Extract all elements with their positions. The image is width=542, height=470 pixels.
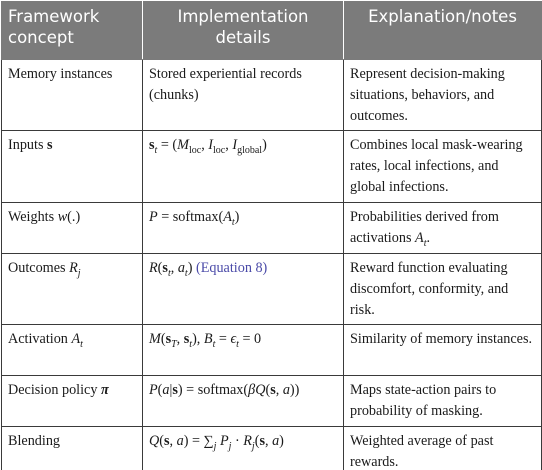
cell-implementation: Q(s, $a) = \sum_j$ $P_j \cdot R_j(s$, a)	[143, 427, 344, 470]
header-framework-concept: Framework concept	[2, 2, 143, 60]
header-implementation-details: Implementation details	[143, 2, 344, 60]
cell-concept: Decision policy π	[2, 376, 143, 427]
cell-notes: Weighted average of past rewards.	[344, 427, 542, 470]
table-row	[2, 254, 542, 325]
cell-concept: Memory instances	[2, 60, 143, 131]
cell-notes: Reward function evaluating discomfort, conformity, and risk.	[344, 254, 542, 325]
cell-concept: Blending	[2, 427, 143, 470]
header-explanation-notes: Explanation/notes	[344, 2, 542, 60]
cell-implementation: $P = softmax(A_t)$	[143, 203, 344, 254]
cell-notes: Probabilities derived from activations $A_t$.	[344, 203, 542, 254]
cell-notes: Combines local mask-wearing rates, local infections, and global infections.	[344, 131, 542, 203]
cell-concept: Activation $A_t$	[2, 325, 143, 376]
table-header-row	[2, 2, 542, 60]
table-row	[2, 325, 542, 376]
cell-implementation: $M(s_T$, $s_t$), $B_t = \epsilon_t = 0$	[143, 325, 344, 376]
table-row	[2, 203, 542, 254]
table-row	[2, 376, 542, 427]
cell-implementation: Stored experiential records (chunks)	[143, 60, 344, 131]
framework-table	[1, 1, 542, 470]
cell-implementation: $s_t = (M_{loc}$, $I_{loc}$, $I_{global}$)	[143, 131, 344, 203]
cell-notes: Maps state-action pairs to probability of masking.	[344, 376, 542, 427]
table-row	[2, 60, 542, 131]
cell-implementation: P(a|s) = softmax(βQ(s, a))	[143, 376, 344, 427]
cell-concept: Inputs s	[2, 131, 143, 203]
cell-implementation: $R(s_t$, $a_t$) (Equation 8)	[143, 254, 344, 325]
equation-link[interactable]: (Equation 8)	[195, 260, 268, 276]
cell-concept: Weights w(.)	[2, 203, 143, 254]
cell-notes: Similarity of memory instances.	[344, 325, 542, 376]
cell-concept: Outcomes $R_j$	[2, 254, 143, 325]
table-row	[2, 131, 542, 203]
table-row	[2, 427, 542, 470]
cell-notes: Represent decision-making situations, behaviors, and outcomes.	[344, 60, 542, 131]
